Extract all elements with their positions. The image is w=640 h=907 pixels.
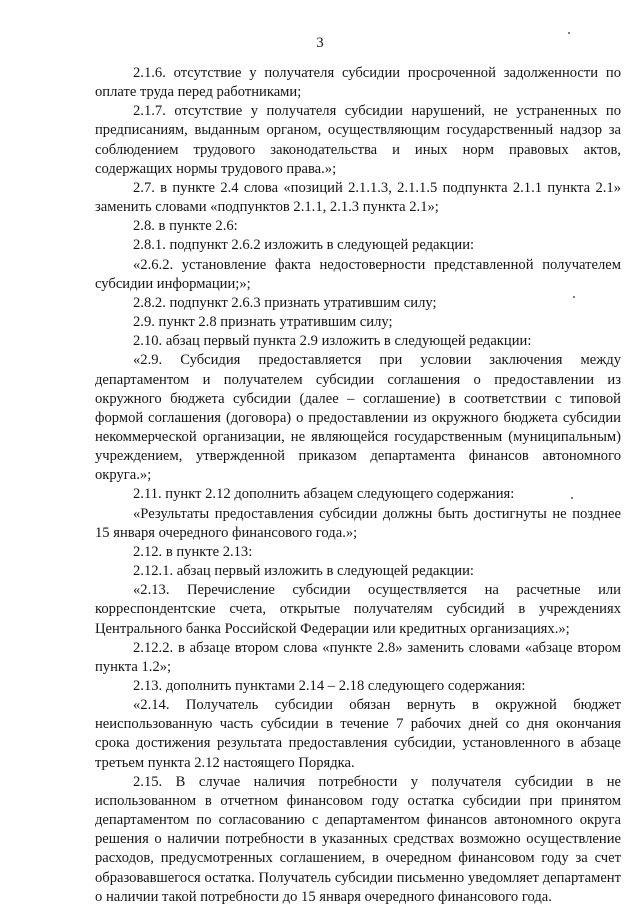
paragraph-quote-results: «Результаты предоставления субсидии должны быть достигнуты не позднее 15 января очередного финансового года.»; [95, 505, 621, 541]
paragraph-2-12-2: 2.12.2. в абзаце втором слова «пункте 2.8» заменить словами «абзаце втором пункта 1.2»; [95, 639, 621, 675]
paragraph-2-11: 2.11. пункт 2.12 дополнить абзацем следующего содержания: [133, 486, 515, 503]
paragraph-2-8-1: 2.8.1. подпункт 2.6.2 изложить в следующей редакции: [133, 237, 475, 254]
paragraph-2-8: 2.8. в пункте 2.6: [133, 218, 238, 235]
scan-speck [568, 32, 570, 34]
paragraph-quote-2-14: «2.14. Получатель субсидии обязан вернуть в окружной бюджет неиспользованную часть субсидии в течение 7 рабочих дней со дня окончания срока достижения результата предоставления субсидии, установленного в абзаце третьем пункта 2.12 настоящего Порядка. [95, 697, 621, 771]
paragraph-quote-2-6-2: «2.6.2. установление факта недостоверности представленной получателем субсидии информации;»; [95, 256, 621, 292]
paragraph-2-8-2: 2.8.2. подпункт 2.6.3 признать утратившим силу; [133, 294, 437, 311]
paragraph-2-15: 2.15. В случае наличия потребности у получателя субсидии в не использованном в отчетном финансовом году остатка субсидии при принятом департаментом по согласованию с департаментом финансов автономного округа решения о наличии потребности в указанных средствах возможно осуществление расходов, предусмотренных соглашением, в очередном финансовом году за счет образовавшегося остатка. Получатель субсидии письменно уведомляет департамент о наличии такой потребности до 15 января очередного финансового года. [95, 773, 621, 905]
paragraph-2-1-7: 2.1.7. отсутствие у получателя субсидии нарушений, не устраненных по предписаниям, выданным органом, осуществляющим государственный надзор за соблюдением трудового законодательства и иных норм правовых актов, содержащих нормы трудового права.»; [95, 103, 621, 177]
paragraph-2-9: 2.9. пункт 2.8 признать утратившим силу; [133, 314, 393, 331]
scan-speck [573, 296, 575, 298]
paragraph-quote-2-9: «2.9. Субсидия предоставляется при условии заключения между департаментом и получателем субсидии соглашения о предоставлении из окружного бюджета субсидии (далее – соглашение) в соответствии с типовой формой соглашения (договора) о предоставлении из окружного бюджета субсидии некоммерческой организации, не являющейся государственным (муниципальным) учреждением, утвержденной приказом департамента финансов автономного округа.»; [95, 352, 621, 484]
document-body [95, 64, 621, 907]
paragraph-quote-2-13: «2.13. Перечисление субсидии осуществляется на расчетные или корреспондентские счета, открытые получателям субсидий в учреждениях Центрального банка Российской Федерации или кредитных организациях.»; [95, 582, 621, 637]
paragraph-2-7: 2.7. в пункте 2.4 слова «позиций 2.1.1.3, 2.1.1.5 подпункта 2.1.1 пункта 2.1» заменить словами «подпунктов 2.1.1, 2.1.3 пункта 2.1»; [95, 179, 621, 216]
paragraph-2-13: 2.13. дополнить пунктами 2.14 – 2.18 следующего содержания: [133, 678, 526, 694]
page-number: 3 [316, 35, 324, 51]
paragraph-2-10: 2.10. абзац первый пункта 2.9 изложить в следующей редакции: [133, 333, 532, 350]
paragraph-2-12: 2.12. в пункте 2.13: [133, 543, 253, 560]
paragraph-2-12-1: 2.12.1. абзац первый изложить в следующей редакции: [133, 563, 474, 580]
scan-speck [571, 497, 573, 499]
paragraph-2-1-6: 2.1.6. отсутствие у получателя субсидии просроченной задолженности по оплате труда перед работниками; [95, 65, 621, 101]
